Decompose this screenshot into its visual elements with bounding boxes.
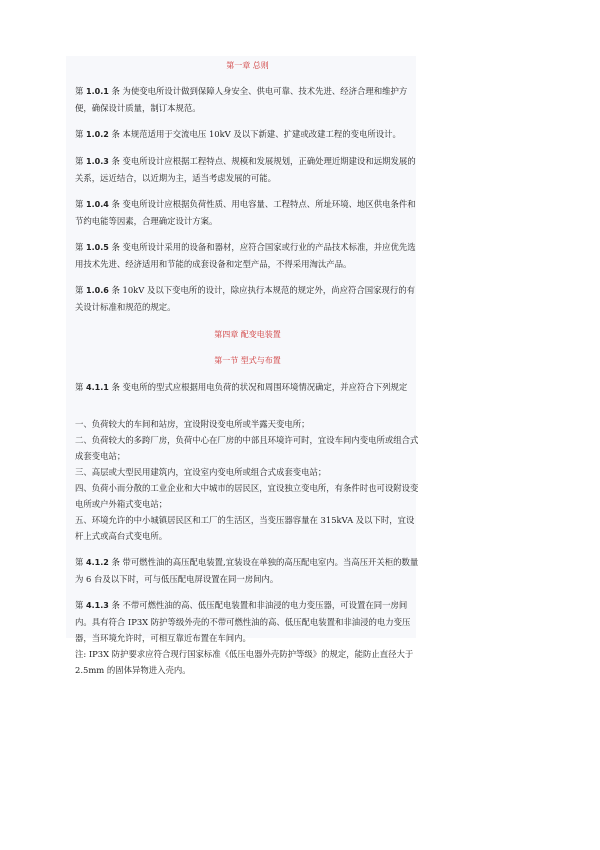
clause-number: 1.0.5 (86, 243, 109, 252)
list-item: 四、负荷小而分散的工业企业和大中城市的居民区，宜设独立变电所，有条件时也可设附设变电所或户外箱式变电站； (75, 483, 419, 509)
chapter-1-clauses (75, 83, 420, 315)
list-item: 二、负荷较大的多跨厂房，负荷中心在厂房的中部且环境许可时，宜设车间内变电所或组合式成套变电站； (75, 435, 419, 461)
clause-1-0-3: 第 1.0.3 条 变电所设计应根据工程特点、规模和发展规划，正确处理近期建设和远期发展的关系，远近结合，以近期为主，适当考虑发展的可能。 (75, 156, 416, 183)
clause-1-0-2: 第 1.0.2 条 本规范适用于交流电压 10kV 及以下新建、扩建或改建工程的变电所设计。 (75, 129, 401, 139)
clause-number: 1.0.2 (86, 130, 109, 139)
clause-note: 注: IP3X 防护要求应符合现行国家标准《低压电器外壳防护等级》的规定，能防止直径大于 2.5mm 的固体异物进入壳内。 (75, 649, 414, 675)
clause-4-1-1: 第 4.1.1 条 变电所的型式应根据用电负荷的状况和周围环境情况确定，并应符合下列规定 (75, 382, 408, 392)
clause-number: 1.0.3 (86, 157, 109, 166)
section-1-title: 第一节 型式与布置 (214, 356, 281, 365)
clause-4-1-3: 第 4.1.3 条 不带可燃性油的高、低压配电装置和非油浸的电力变压器，可设置在同一房间内。具有符合 IP3X 防护等级外壳的不带可燃性油的高、低压配电装置和非油浸的电力变压器，当环境允许时，可相互靠近布置在车间内。 (75, 600, 411, 643)
chapter-4-title: 第四章 配变电装置 (214, 330, 281, 339)
clause-4-1-2: 第 4.1.2 条 带可燃性油的高压配电装置,宜装设在单独的高压配电室内。当高压开关柜的数量为 6 台及以下时，可与低压配电屏设置在同一房间内。 (75, 557, 419, 584)
clause-number: 4.1.3 (86, 601, 109, 610)
clause-1-0-4: 第 1.0.4 条 变电所设计应根据负荷性质、用电容量、工程特点、所址环境、地区供电条件和节约电能等因素，合理确定设计方案。 (75, 199, 416, 226)
clause-number: 1.0.6 (86, 286, 109, 295)
clause-1-0-6: 第 1.0.6 条 10kV 及以下变电所的设计，除应执行本规范的规定外，尚应符合国家现行的有关设计标准和规范的规定。 (75, 285, 415, 312)
clause-number: 4.1.1 (86, 383, 109, 392)
chapter-1-title: 第一章 总则 (226, 61, 269, 70)
clause-number: 1.0.4 (86, 200, 109, 209)
clause-number: 4.1.2 (86, 558, 109, 567)
list-item: 五、环境允许的中小城镇居民区和工厂的生活区，当变压器容量在 315kVA 及以下时，宜设杆上式或高台式变电所。 (75, 515, 415, 541)
document-content (75, 58, 420, 688)
clause-1-0-5: 第 1.0.5 条 变电所设计采用的设备和器材，应符合国家或行业的产品技术标准，并应优先选用技术先进、经济适用和节能的成套设备和定型产品，不得采用淘汰产品。 (75, 242, 416, 269)
clause-1-0-1: 第 1.0.1 条 为使变电所设计做到保障人身安全、供电可靠、技术先进、经济合理和维护方便，确保设计质量，制订本规范。 (75, 86, 408, 113)
list-item: 一、负荷较大的车间和站房，宜设附设变电所或半露天变电所； (75, 419, 310, 429)
clause-number: 1.0.1 (86, 87, 109, 96)
list-item: 三、高层或大型民用建筑内，宜设室内变电所或组合式成套变电站； (75, 467, 327, 477)
regulation-list (75, 416, 420, 544)
